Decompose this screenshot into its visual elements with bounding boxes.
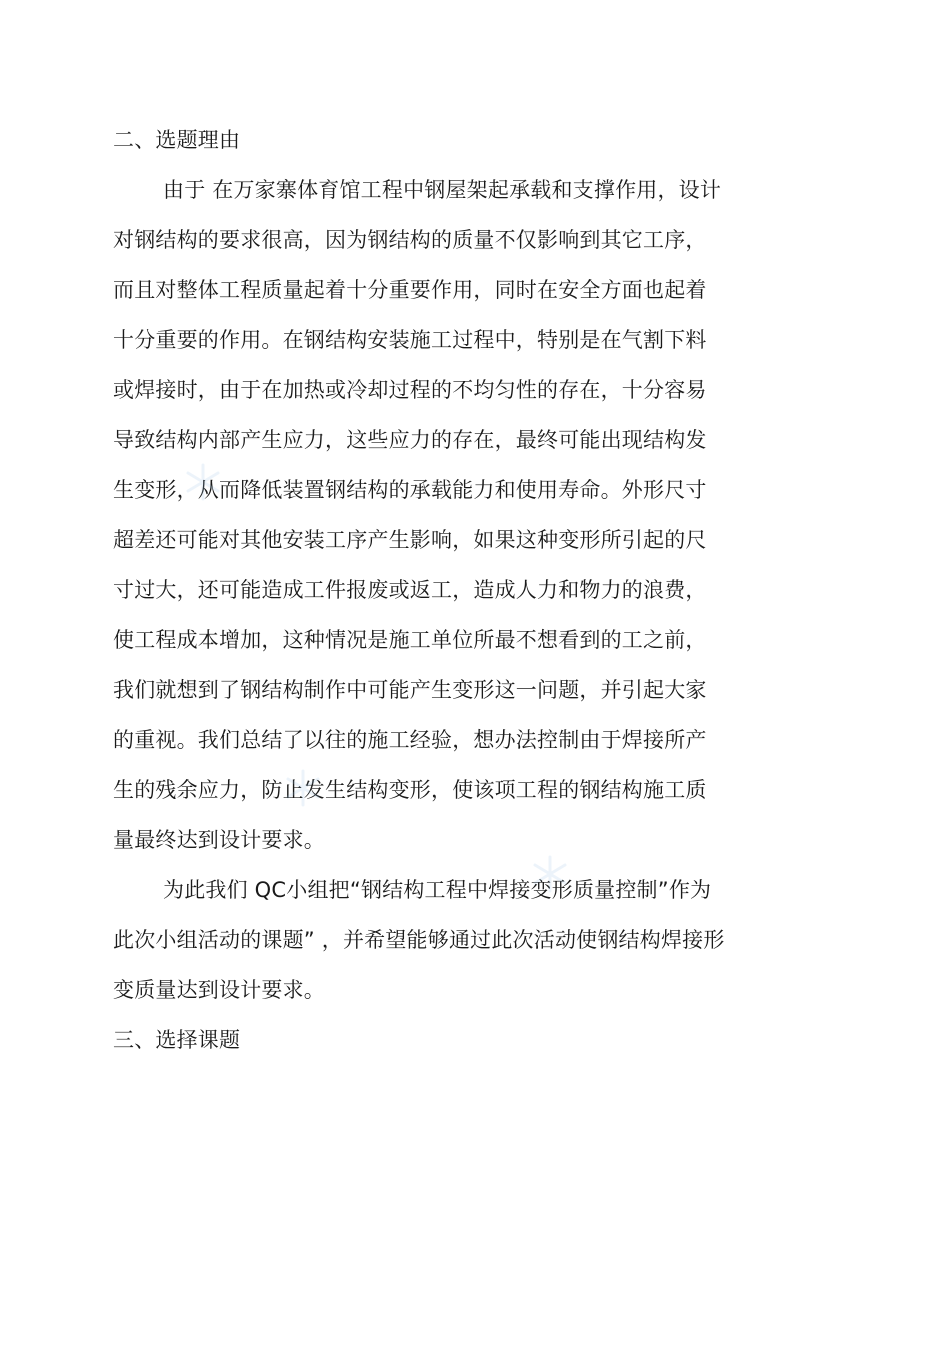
paragraph-line: 生的残余应力，防止发生结构变形，使该项工程的钢结构施工质	[113, 778, 707, 802]
section-heading-3: 三、选择课题	[113, 1028, 241, 1052]
paragraph-line: 为此我们 QC小组把“钢结构工程中焊接变形质量控制”作为	[163, 878, 712, 902]
paragraph-line: 变质量达到设计要求。	[113, 978, 325, 1002]
paragraph-line: 我们就想到了钢结构制作中可能产生变形这一问题，并引起大家	[113, 678, 707, 702]
paragraph-line: 寸过大，还可能造成工件报废或返工，造成人力和物力的浪费，	[113, 578, 707, 602]
paragraph-line: 量最终达到设计要求。	[113, 828, 325, 852]
paragraph-line: 超差还可能对其他安装工序产生影响，如果这种变形所引起的尺	[113, 528, 707, 552]
paragraph-line: 使工程成本增加，这种情况是施工单位所最不想看到的工之前，	[113, 628, 707, 652]
paragraph-line: 导致结构内部产生应力，这些应力的存在，最终可能出现结构发	[113, 428, 707, 452]
paragraph-line: 而且对整体工程质量起着十分重要作用，同时在安全方面也起着	[113, 278, 707, 302]
paragraph-line: 此次小组活动的课题” ，并希望能够通过此次活动使钢结构焊接形	[113, 928, 725, 952]
paragraph-line: 对钢结构的要求很高，因为钢结构的质量不仅影响到其它工序，	[113, 228, 707, 252]
section-heading-2: 二、选题理由	[113, 128, 241, 152]
snowflake-watermark-icon	[283, 768, 323, 808]
paragraph-line: 由于 在万家寨体育馆工程中钢屋架起承载和支撑作用，设计	[163, 178, 722, 202]
paragraph-line: 十分重要的作用。在钢结构安装施工过程中，特别是在气割下料	[113, 328, 707, 352]
snowflake-watermark-icon	[183, 462, 223, 502]
paragraph-line: 的重视。我们总结了以往的施工经验，想办法控制由于焊接所产	[113, 728, 707, 752]
snowflake-watermark-icon	[530, 854, 570, 894]
paragraph-line: 生变形，从而降低装置钢结构的承载能力和使用寿命。外形尺寸	[113, 478, 707, 502]
paragraph-line: 或焊接时，由于在加热或冷却过程的不均匀性的存在，十分容易	[113, 378, 707, 402]
